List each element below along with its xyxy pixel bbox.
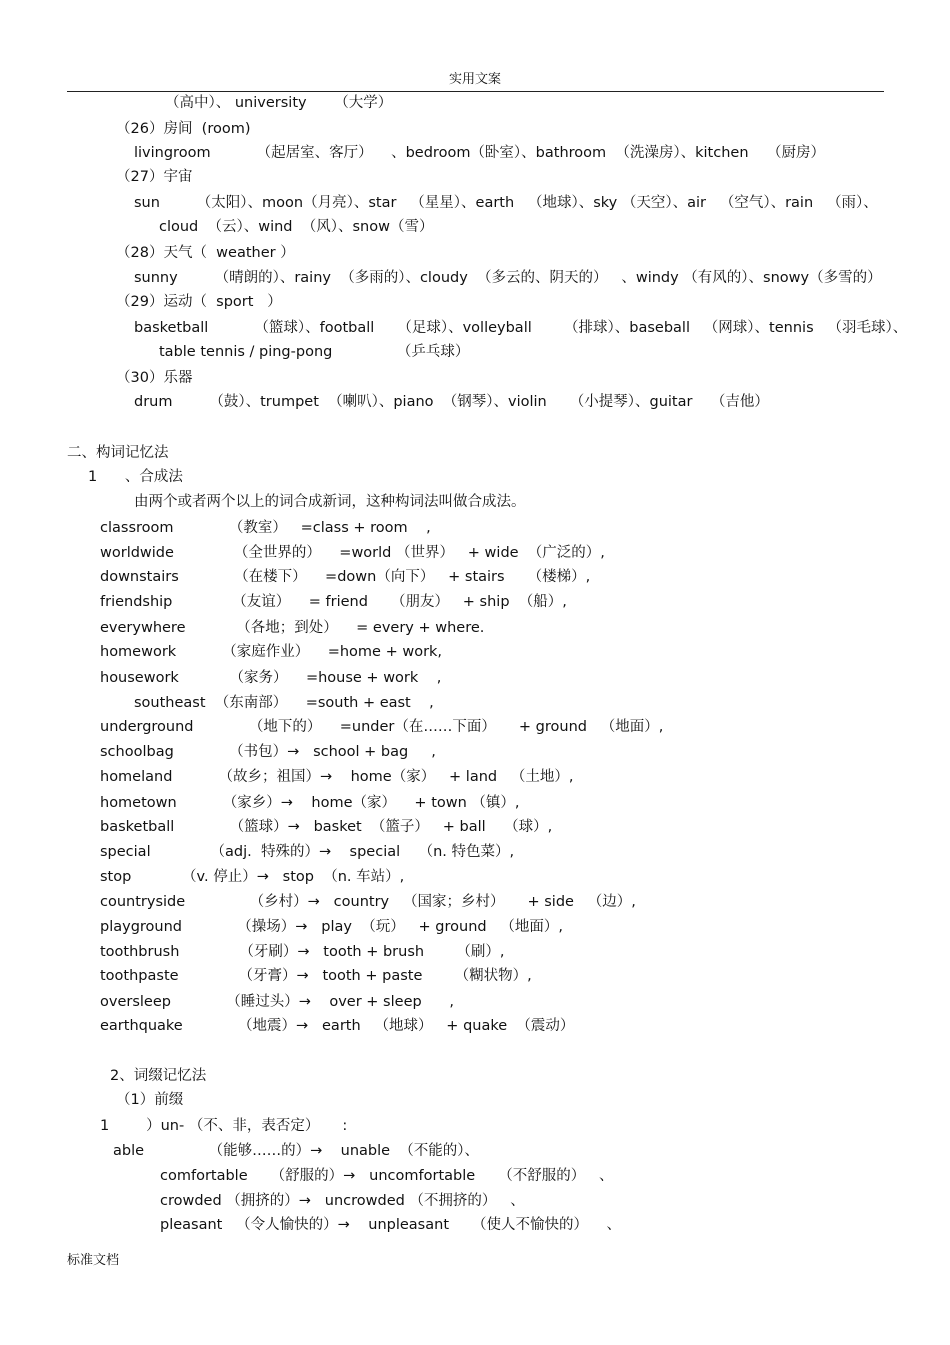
word-entry: toothbrush （牙刷）→ tooth + brush （刷）, bbox=[100, 944, 505, 960]
text-line: drum （鼓）、trumpet （喇叭）、piano （钢琴）、violin （小提琴）、guitar （吉他） bbox=[134, 394, 769, 410]
word-entry: underground （地下的） =under（在……下面） + ground （地面）, bbox=[100, 719, 664, 735]
word-entry: crowded （拥挤的）→ uncrowded （不拥挤的） 、 bbox=[160, 1193, 525, 1209]
word-entry: everywhere （各地；到处） = every + where. bbox=[100, 620, 485, 636]
section-heading: （26）房间 (room) bbox=[116, 121, 251, 137]
word-entry: basketball （篮球）→ basket （篮子） + ball （球）, bbox=[100, 819, 553, 835]
section-heading: （29）运动（ sport ） bbox=[116, 294, 282, 310]
word-entry: toothpaste （牙膏）→ tooth + paste （糊状物）, bbox=[100, 968, 532, 984]
word-entry: oversleep （睡过头）→ over + sleep , bbox=[100, 994, 454, 1010]
section-heading: （28）天气（ weather ） bbox=[116, 245, 295, 261]
word-entry: housework （家务） =house + work , bbox=[100, 670, 442, 686]
word-entry: able （能够……的）→ unable （不能的）、 bbox=[113, 1143, 480, 1159]
text-line: sunny （晴朗的）、rainy （多雨的）、cloudy （多云的、阴天的） 、windy （有风的）、snowy（多雪的） bbox=[134, 270, 882, 286]
text-line: livingroom （起居室、客厅） 、bedroom（卧室）、bathroom （洗澡房）、kitchen （厨房） bbox=[134, 145, 825, 161]
text-line: basketball （篮球）、football （足球）、volleyball （排球）、baseball （网球）、tennis （羽毛球）、 bbox=[134, 320, 908, 336]
section-heading: （27）宇宙 bbox=[116, 169, 193, 185]
section-heading: 2、词缀记忆法 bbox=[110, 1068, 207, 1084]
text-line: （高中）、 university （大学） bbox=[165, 95, 393, 111]
page-header-title: 实用文案 bbox=[448, 72, 501, 87]
page-footer: 标准文档 bbox=[67, 1253, 120, 1268]
word-entry: homeland （故乡；祖国）→ home（家） + land （土地）, bbox=[100, 769, 574, 785]
chapter-heading: 二、构词记忆法 bbox=[67, 445, 169, 461]
word-entry: worldwide （全世界的） =world （世界） + wide （广泛的）, bbox=[100, 545, 605, 561]
word-entry: comfortable （舒服的）→ uncomfortable （不舒服的） 、 bbox=[160, 1168, 614, 1184]
text-line: table tennis / ping-pong （乒乓球） bbox=[159, 344, 470, 360]
word-entry: schoolbag （书包）→ school + bag , bbox=[100, 744, 436, 760]
header-divider bbox=[67, 91, 884, 92]
word-entry: pleasant （令人愉快的）→ unpleasant （使人不愉快的） 、 bbox=[160, 1217, 621, 1233]
section-heading: （1）前缀 bbox=[116, 1092, 184, 1108]
section-heading: （30）乐器 bbox=[116, 370, 193, 386]
word-entry: stop （v. 停止）→ stop （n. 车站）, bbox=[100, 869, 405, 885]
word-entry: classroom （教室） =class + room , bbox=[100, 520, 431, 536]
text-line: 1 ）un- （不、非，表否定） : bbox=[100, 1118, 348, 1134]
paragraph: 由两个或者两个以上的词合成新词，这种构词法叫做合成法。 bbox=[134, 494, 526, 510]
word-entry: countryside （乡村）→ country （国家；乡村） + side （边）, bbox=[100, 894, 636, 910]
word-entry: southeast （东南部） =south + east , bbox=[134, 695, 434, 711]
section-heading: 1 、合成法 bbox=[88, 469, 183, 485]
text-line: cloud （云）、wind （风）、snow（雪） bbox=[159, 219, 434, 235]
text-line: sun （太阳）、moon（月亮）、star （星星）、earth （地球）、sky （天空）、air （空气）、rain （雨）、 bbox=[134, 195, 878, 211]
word-entry: playground （操场）→ play （玩） + ground （地面）, bbox=[100, 919, 564, 935]
word-entry: special （adj. 特殊的）→ special （n. 特色菜）, bbox=[100, 844, 515, 860]
word-entry: friendship （友谊） = friend （朋友） + ship （船）, bbox=[100, 594, 567, 610]
word-entry: homework （家庭作业） =home + work, bbox=[100, 644, 443, 660]
word-entry: downstairs （在楼下） =down（向下） + stairs （楼梯）, bbox=[100, 569, 591, 585]
word-entry: hometown （家乡）→ home（家） + town （镇）, bbox=[100, 795, 520, 811]
word-entry: earthquake （地震）→ earth （地球） + quake （震动） bbox=[100, 1018, 575, 1034]
